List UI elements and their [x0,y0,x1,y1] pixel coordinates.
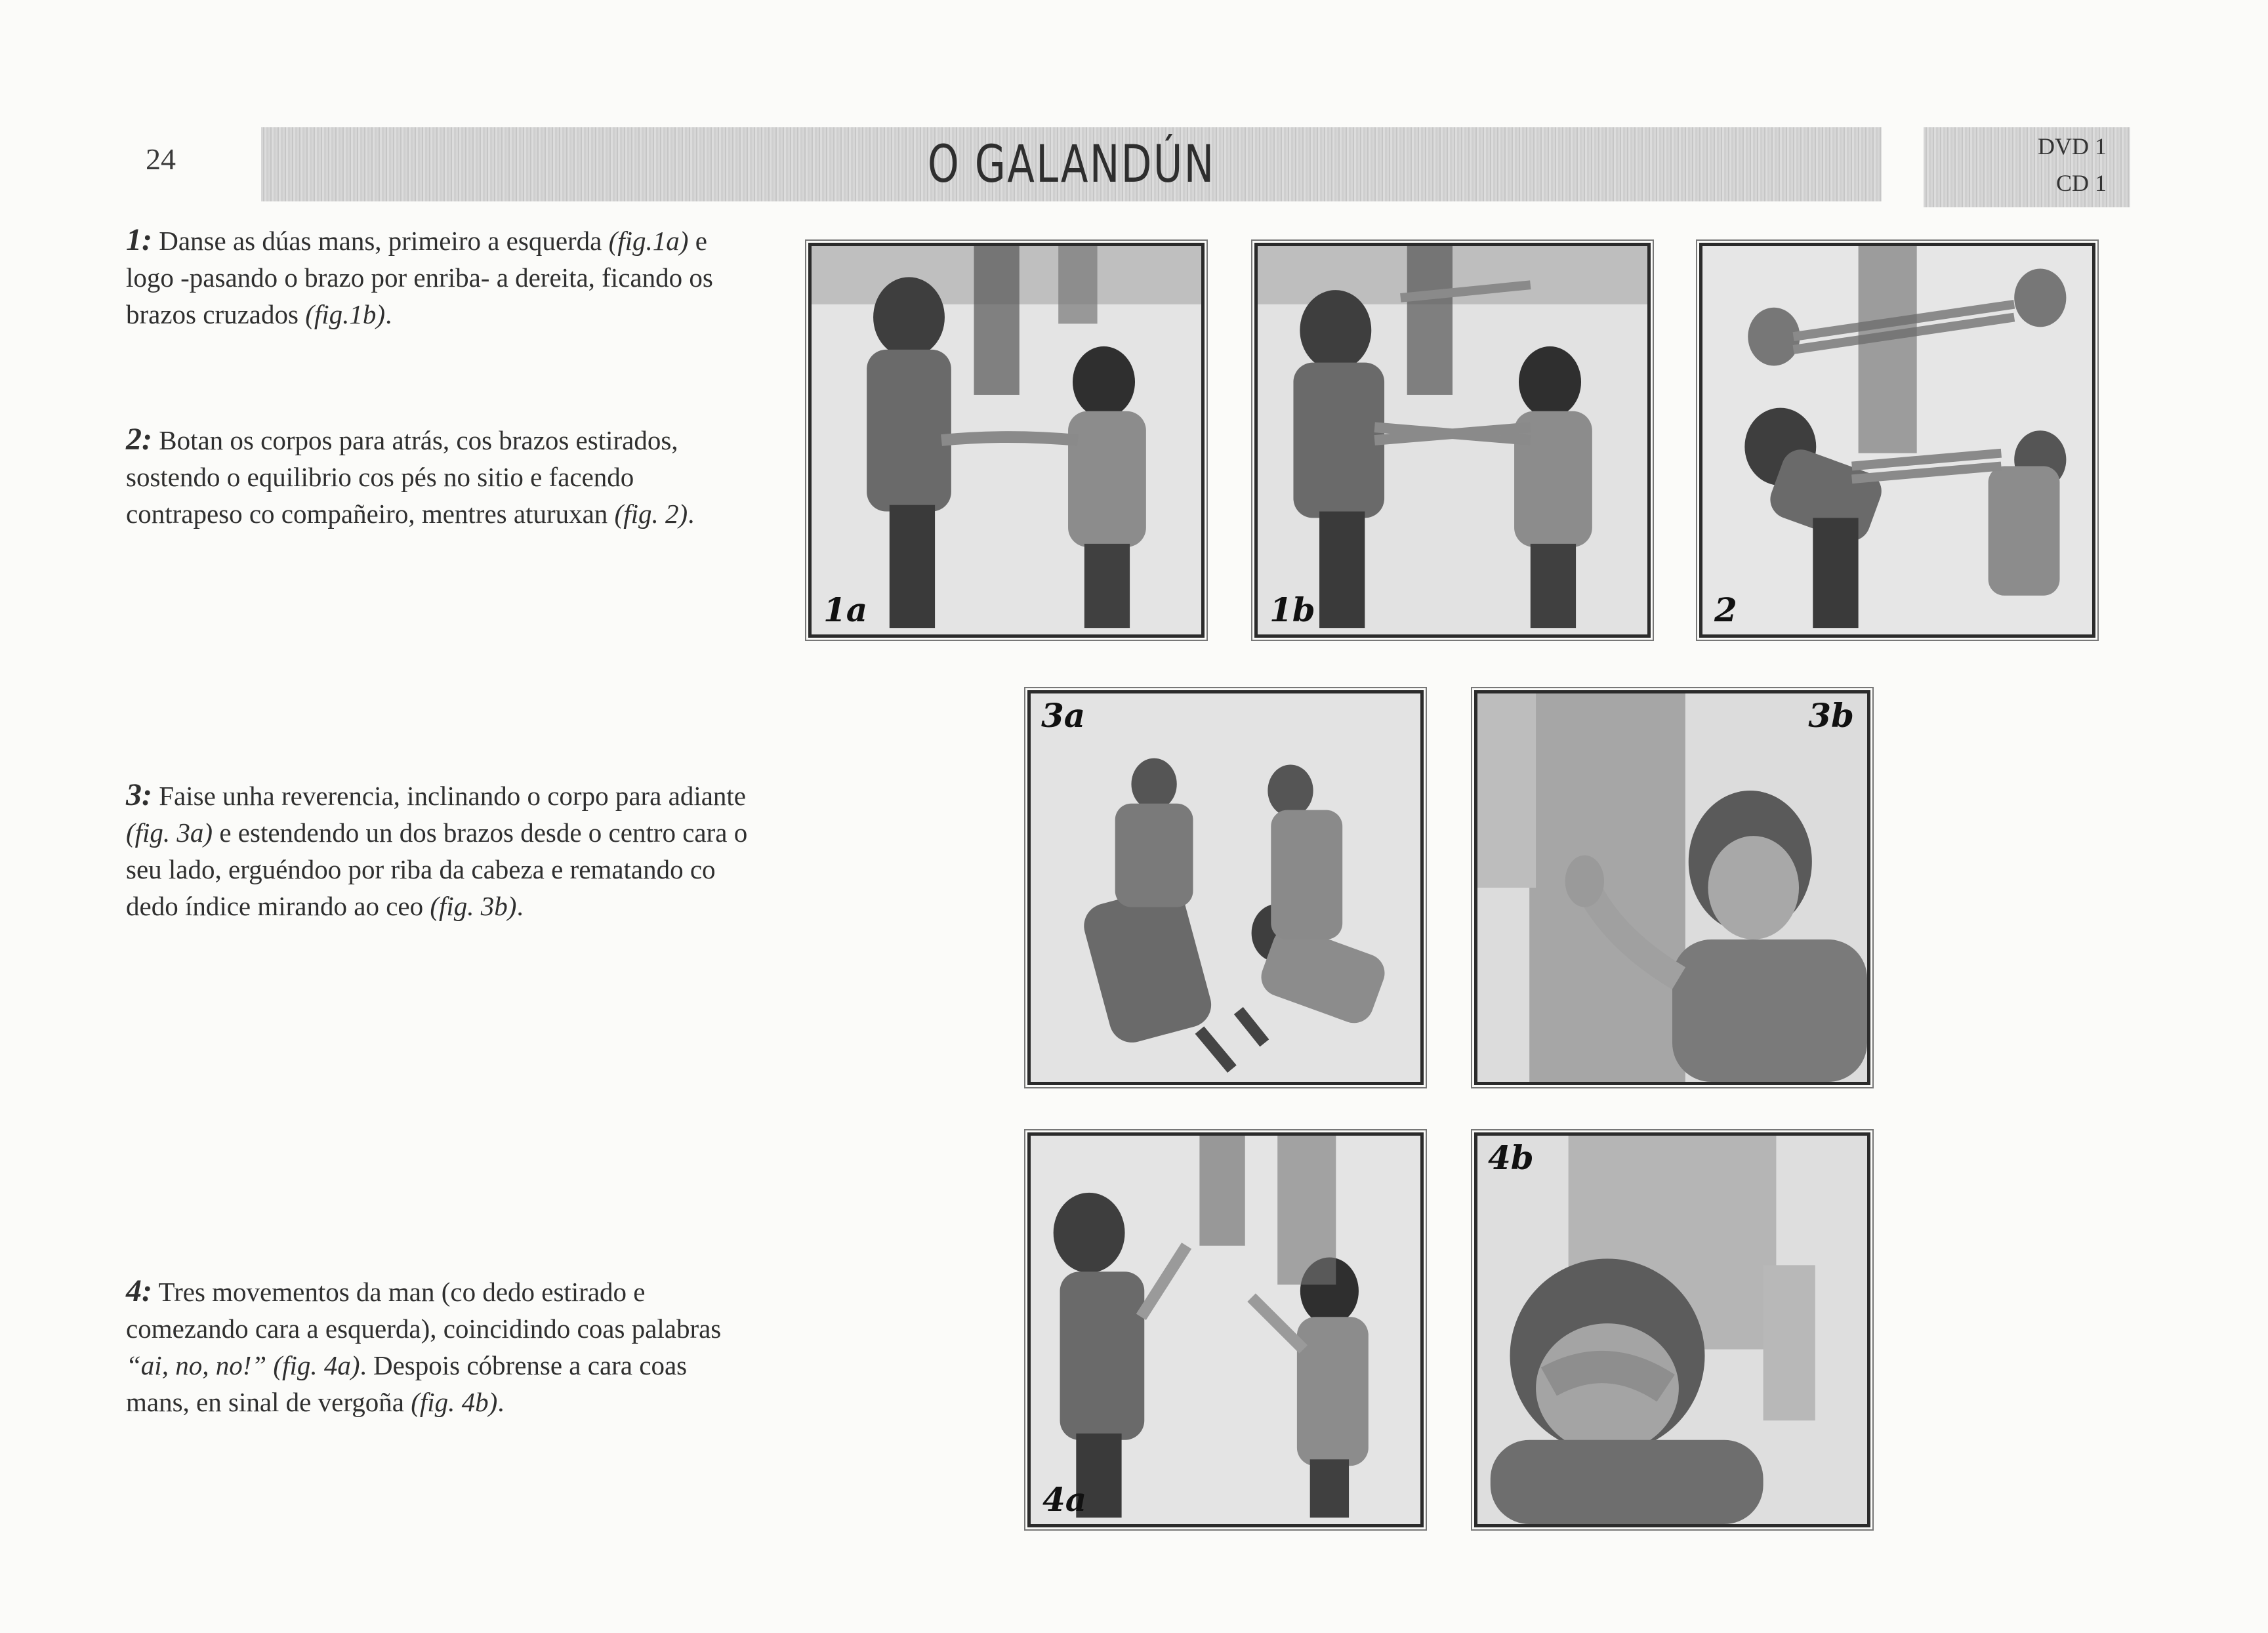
photo-fig-4a [1027,1132,1424,1527]
figure-reference: (fig. 4b) [411,1387,498,1417]
step-4-text [126,1273,756,1420]
figure-reference: (fig. 3b) [430,891,517,921]
figure-label: 1a [823,590,868,629]
step-text: Danse as dúas mans, primeiro a esquerda [152,226,609,256]
step-3-text [126,777,756,924]
step-text: Botan os corpos para atrás, cos brazos estirados, sostendo o equilibrio cos pés no sitio e facendo contrapeso co compañeiro, mentres aturuxan [126,425,678,529]
figure-reference: (fig. 2) [614,499,688,529]
photo-fig-4b [1474,1132,1870,1527]
figure-reference: (fig.1b) [305,299,386,329]
step-text: e logo -pasando o brazo por enriba- a dereita, ficando os brazos cruzados [126,226,713,329]
step-text: e estendendo un dos brazos desde o centro cara o seu lado, erguéndoo por riba da cabeza e rematando co dedo índice mirando ao ceo [126,817,748,921]
step-number: 2: [126,422,152,457]
photo-fig-3b [1474,690,1870,1085]
page-title: O GALANDÚN [927,134,1216,194]
step-number: 3: [126,777,152,812]
figure-label: 4a [1042,1480,1087,1519]
figure-label: 1b [1269,590,1315,629]
photo-fig-2 [1699,243,2095,638]
step-text: . Despois cóbrense a cara coas mans, en sinal de vergoña [126,1350,688,1417]
dancers-image [812,246,1201,634]
photo-fig-3a [1027,690,1424,1085]
figure-label: 2 [1714,590,1737,629]
step-2-text [126,421,756,532]
figure-label: 3b [1808,696,1854,735]
step-1-text [126,222,756,333]
media-dvd: DVD 1 [2038,133,2107,159]
title-bar [261,127,1882,201]
step-number: 4: [126,1273,152,1308]
media-cd: CD 1 [2055,170,2107,196]
step-text: . [497,1387,505,1417]
step-text: . [385,299,392,329]
dancers-image [1477,1136,1867,1524]
figure-label: 3a [1041,696,1086,735]
page-number: 24 [146,142,176,176]
step-text: . [688,499,695,529]
figure-reference: (fig. 3a) [126,817,213,848]
dancers-image [1031,1136,1420,1524]
figure-reference: “ai, no, no!” (fig. 4a) [126,1350,360,1380]
figure-label: 4b [1488,1138,1534,1177]
media-box [1924,127,2130,207]
photo-fig-1b [1254,243,1651,638]
dancers-image [1031,693,1420,1082]
step-number: 1: [126,222,152,257]
dancers-image [1702,246,2092,634]
step-text: Tres movementos da man (co dedo estirado e comezando cara a esquerda), coincidindo coas palabras [126,1277,722,1344]
dancers-image [1477,693,1867,1082]
step-text: . [516,891,524,921]
photo-fig-1a [808,243,1205,638]
step-text: Faise unha reverencia, inclinando o corpo para adiante [152,781,747,811]
dancers-image [1258,246,1647,634]
figure-reference: (fig.1a) [608,226,689,256]
